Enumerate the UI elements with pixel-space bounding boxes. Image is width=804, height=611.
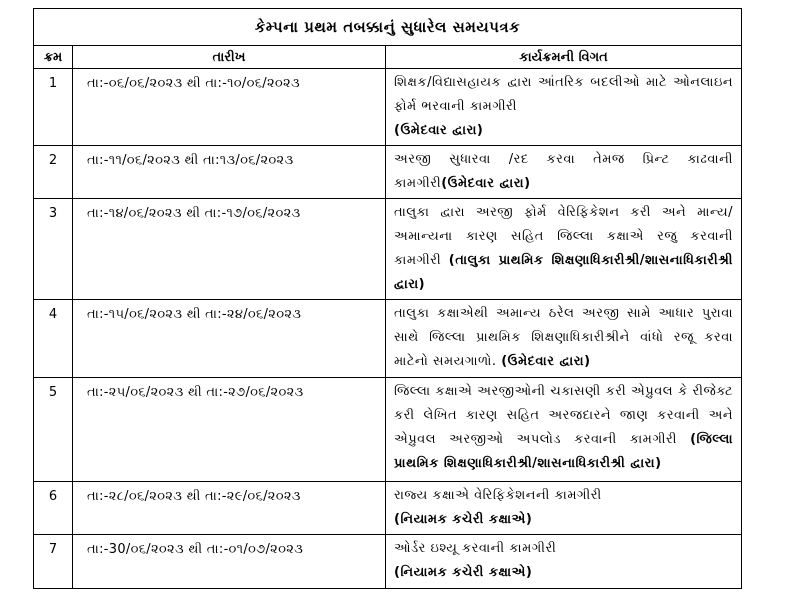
row-desc: શિક્ષક/વિદ્યાસહાયક દ્વારા આંતરિક બદલીઓ માટે ઓનલાઇન ફોર્મ ભરવાની કામગીરી	[394, 75, 734, 114]
schedule-table	[33, 8, 742, 589]
row-date: તા:-૧૫/૦૬/૨૦૨૩ થી તા:-૨૪/૦૬/૨૦૨૩	[73, 300, 386, 378]
row-responsible: (નિયામક કચેરી કક્ષાએ)	[394, 565, 533, 580]
row-details	[386, 482, 742, 535]
row-desc: રાજ્ય કક્ષાએ વેરિફિકેશનની કામગીરી	[394, 488, 602, 503]
column-header-num: ક્રમ	[34, 46, 73, 69]
table-row	[34, 199, 742, 300]
row-num: 2	[34, 146, 73, 199]
row-date: તા:-૧૧/૦૬/૨૦૨૩ થી તા:૧૩/૦૬/૨૦૨૩	[73, 146, 386, 199]
row-responsible: (ઉમેદવાર દ્વારા)	[501, 354, 591, 369]
row-responsible: (તાલુકા પ્રાથમિક શિક્ષણાધિકારીશ્રી/શાસનાધિકારીશ્રી દ્વારા)	[394, 253, 734, 292]
header-row	[34, 46, 742, 69]
row-details	[386, 146, 742, 199]
table-row	[34, 378, 742, 482]
table-title: કેમ્પના પ્રથમ તબક્કાનું સુધારેલ સમયપત્રક	[34, 9, 742, 46]
row-date: તા:-૨૫/૦૬/૨૦૨૩ થી તા:-૨૭/૦૬/૨૦૨૩	[73, 378, 386, 482]
table-row	[34, 300, 742, 378]
row-desc: અરજી સુધારવા /રદ કરવા તેમજ પ્રિન્ટ કાઢવાની કામગીરી	[394, 152, 734, 191]
row-date: તા:-૨૮/૦૬/૨૦૨૩ થી તા:-૨૯/૦૬/૨૦૨૩	[73, 482, 386, 535]
row-responsible: (ઉમેદવાર દ્વારા)	[441, 176, 531, 191]
title-row	[34, 9, 742, 46]
table-row	[34, 69, 742, 146]
row-details	[386, 535, 742, 589]
row-num: 1	[34, 69, 73, 146]
table-row	[34, 146, 742, 199]
row-details	[386, 378, 742, 482]
row-desc: ઓર્ડર ઇશ્યૂ કરવાની કામગીરી	[394, 541, 557, 556]
table-row	[34, 482, 742, 535]
row-num: 4	[34, 300, 73, 378]
row-num: 3	[34, 199, 73, 300]
row-details	[386, 69, 742, 146]
column-header-date: તારીખ	[73, 46, 386, 69]
row-num: 7	[34, 535, 73, 589]
column-header-details: કાર્યક્રમની વિગત	[386, 46, 742, 69]
row-num: 5	[34, 378, 73, 482]
row-responsible: (નિયામક કચેરી કક્ષાએ)	[394, 512, 533, 527]
row-desc: તાલુકા કક્ષાએથી અમાન્ય ઠરેલ અરજી સામે આધાર પુરાવા સાથે જિલ્લા પ્રાથમિક શિક્ષણાધિકારીશ્રીને વાંધો રજૂ કરવા માટેનો સમયગાળો.	[394, 306, 734, 369]
row-details	[386, 300, 742, 378]
row-responsible: (ઉમેદવાર દ્વારા)	[394, 123, 484, 138]
row-date: તા:-30/૦૬/૨૦૨૩ થી તા:-૦૧/૦૭/૨૦૨૩	[73, 535, 386, 589]
row-date: તા:-૧૪/૦૬/૨૦૨૩ થી તા:-૧૭/૦૬/૨૦૨૩	[73, 199, 386, 300]
row-responsible: (જિલ્લા પ્રાથમિક શિક્ષણાધિકારીશ્રી/શાસનાધિકારીશ્રી દ્વારા)	[394, 432, 734, 471]
row-details	[386, 199, 742, 300]
table-row	[34, 535, 742, 589]
row-desc: જિલ્લા કક્ષાએ અરજીઓની ચકાસણી કરી એપ્રુવલ કે રીજેક્ટ કરી લેખિત કારણ સહિત અરજદારને જાણ કરવાની અને એપ્રુવલ અરજીઓ અપલોડ કરવાની કામગીરી	[394, 384, 734, 447]
row-date: તા:-૦૬/૦૬/૨૦૨૩ થી તા:-૧૦/૦૬/૨૦૨૩	[73, 69, 386, 146]
row-num: 6	[34, 482, 73, 535]
row-desc: તાલુકા દ્વારા અરજી ફોર્મ વેરિફિકેશન કરી અને માન્ય/અમાન્યના કારણ સહિત જિલ્લા કક્ષાએ રજુ કરવાની કામગીરી	[394, 205, 734, 268]
